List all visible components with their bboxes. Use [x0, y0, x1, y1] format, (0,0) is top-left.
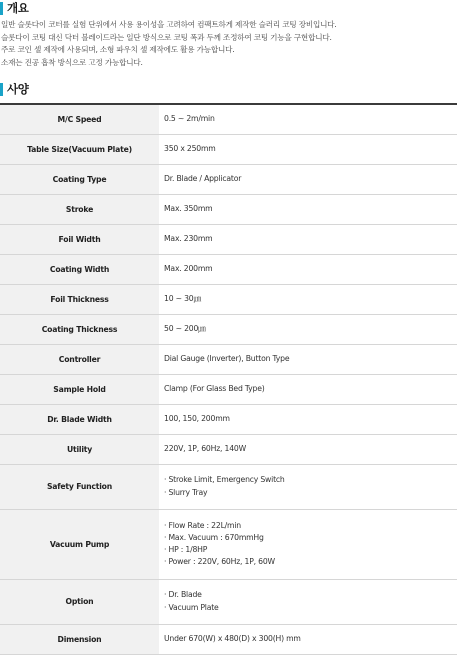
spec-value — [159, 134, 457, 164]
spec-value-line: 0.5 ~ 2m/min — [164, 114, 215, 124]
spec-value — [159, 404, 457, 434]
overview-line: 소재는 진공 흡착 방식으로 고정 가능합니다. — [1, 57, 143, 67]
spec-row — [0, 224, 457, 254]
spec-label: Controller — [0, 344, 159, 374]
spec-label: Sample Hold — [0, 374, 159, 404]
spec-label: Coating Thickness — [0, 314, 159, 344]
spec-label: Vacuum Pump — [0, 509, 159, 579]
spec-value-line: 10 ~ 30㎛ — [164, 293, 201, 303]
heading-accent-bar — [0, 2, 3, 15]
spec-value-line: · Slurry Tray — [164, 487, 208, 497]
spec-value-line: · Vacuum Plate — [164, 602, 219, 612]
spec-value — [159, 314, 457, 344]
spec-value — [159, 509, 457, 579]
overview-line: 일반 슬롯다이 코터를 실험 단위에서 사용 용이성을 고려하여 컴팩트하게 제작한 슬러리 코팅 장비입니다. — [1, 20, 337, 29]
spec-value-line: · Flow Rate : 22L/min — [164, 520, 241, 530]
spec-label: Dr. Blade Width — [0, 404, 159, 434]
spec-value-line: · Max. Vacuum : 670mmHg — [164, 532, 264, 542]
spec-value-line: 100, 150, 200mm — [164, 413, 230, 423]
spec-label: Foil Thickness — [0, 284, 159, 314]
spec-value — [159, 284, 457, 314]
spec-value-line: Max. 350mm — [164, 203, 213, 213]
spec-value-line: · Stroke Limit, Emergency Switch — [164, 475, 285, 485]
spec-value — [159, 194, 457, 224]
spec-row — [0, 464, 457, 509]
spec-value-line: 350 x 250mm — [164, 143, 216, 153]
spec-value-line: Clamp (For Glass Bed Type) — [164, 383, 265, 393]
spec-row — [0, 579, 457, 624]
spec-value-line: 50 ~ 200㎛ — [164, 323, 206, 333]
spec-value — [159, 224, 457, 254]
overview-text — [1, 19, 457, 69]
spec-value-line: Dr. Blade / Applicator — [164, 173, 242, 183]
spec-row — [0, 164, 457, 194]
spec-value — [159, 434, 457, 464]
spec-table — [0, 103, 457, 655]
overview-title: 개요 — [7, 1, 29, 15]
spec-title: 사양 — [7, 82, 29, 96]
spec-label: Dimension — [0, 624, 159, 654]
spec-row — [0, 624, 457, 654]
spec-label: Stroke — [0, 194, 159, 224]
spec-row — [0, 434, 457, 464]
spec-value — [159, 104, 457, 134]
spec-label: M/C Speed — [0, 104, 159, 134]
spec-value — [159, 579, 457, 624]
spec-row — [0, 374, 457, 404]
spec-label: Coating Width — [0, 254, 159, 284]
spec-label: Option — [0, 579, 159, 624]
spec-value-line: · HP : 1/8HP — [164, 545, 208, 554]
spec-row — [0, 509, 457, 579]
spec-row — [0, 284, 457, 314]
spec-value — [159, 344, 457, 374]
spec-row — [0, 344, 457, 374]
spec-label: Foil Width — [0, 224, 159, 254]
spec-row — [0, 314, 457, 344]
overview-heading — [0, 1, 29, 15]
overview-line: 슬롯다이 코팅 대신 닥터 블레이드라는 일단 방식으로 코팅 폭과 두께 조정하여 코팅 기능을 구현합니다. — [1, 32, 332, 42]
spec-value-line: Max. 200mm — [164, 263, 213, 273]
spec-label: Table Size(Vacuum Plate) — [0, 134, 159, 164]
spec-value — [159, 624, 457, 654]
spec-value-line: Under 670(W) x 480(D) x 300(H) mm — [164, 633, 301, 643]
spec-value — [159, 254, 457, 284]
spec-row — [0, 404, 457, 434]
spec-label: Utility — [0, 434, 159, 464]
spec-label: Coating Type — [0, 164, 159, 194]
spec-value — [159, 374, 457, 404]
spec-row — [0, 104, 457, 134]
spec-value — [159, 464, 457, 509]
spec-heading — [0, 82, 29, 96]
spec-value-line: Max. 230mm — [164, 233, 213, 243]
spec-value — [159, 164, 457, 194]
spec-row — [0, 134, 457, 164]
spec-row — [0, 194, 457, 224]
overview-line: 주로 코인 셀 제작에 사용되며, 소형 파우치 셀 제작에도 활용 가능합니다. — [1, 45, 235, 55]
spec-value-line: · Power : 220V, 60Hz, 1P, 60W — [164, 557, 275, 567]
spec-label: Safety Function — [0, 464, 159, 509]
spec-value-line: Dial Gauge (Inverter), Button Type — [164, 353, 290, 363]
heading-accent-bar — [0, 83, 3, 96]
spec-value-line: · Dr. Blade — [164, 590, 202, 600]
spec-value-line: 220V, 1P, 60Hz, 140W — [164, 443, 246, 453]
spec-row — [0, 254, 457, 284]
